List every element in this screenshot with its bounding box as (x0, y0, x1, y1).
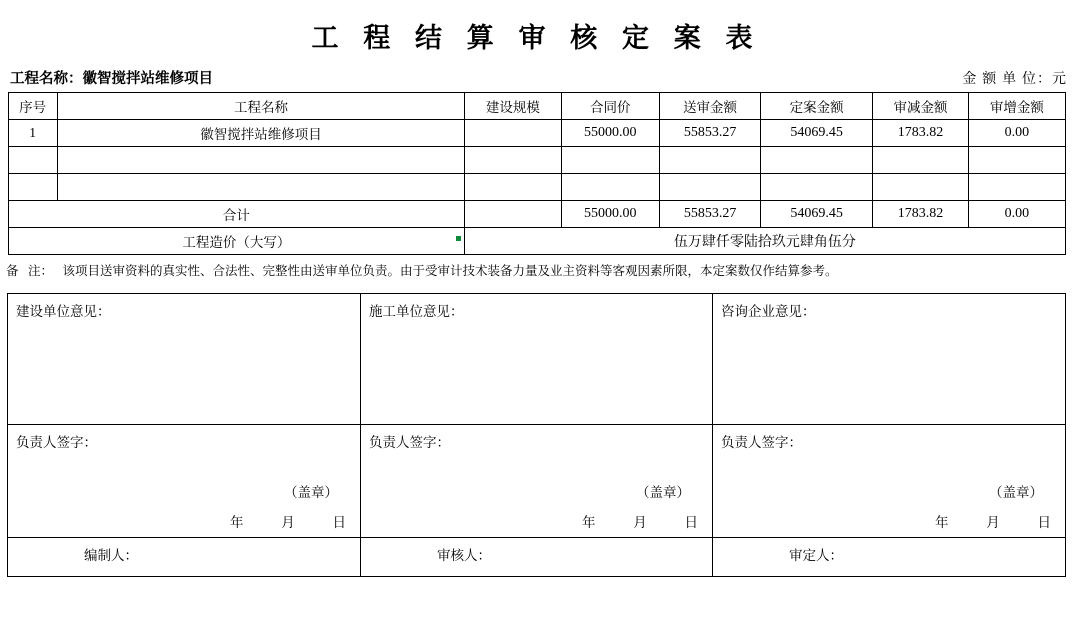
header-contract-price: 合同价 (561, 93, 659, 120)
date-line-consultant (901, 511, 1051, 531)
cell-settled-amount (761, 147, 873, 174)
signer-label-construction: 负责人签字： (16, 434, 97, 450)
cell-seq (8, 147, 57, 174)
cell-reduced-amount (872, 147, 968, 174)
note-text: 该项目送审资料的真实性、合法性、完整性由送审单位负责。由于受审计技术装备力量及业主资料等客观因素所限，本定案数仅作结算参考。 (62, 264, 838, 278)
cell-reduced-amount (872, 174, 968, 201)
cell-marker-icon (456, 236, 461, 241)
table-row (8, 174, 1065, 201)
capital-amount-label: 工程造价（大写） (8, 228, 465, 255)
opinion-label-construction: 建设单位意见： (16, 303, 111, 319)
date-line-construction (196, 511, 346, 531)
cell-submitted-amount (659, 174, 760, 201)
cell-scale (465, 147, 561, 174)
table-header-row (8, 93, 1065, 120)
seal-label-contractor: （盖章） (636, 484, 690, 500)
table-row (8, 120, 1065, 147)
date-day-consultant: 日 (1037, 514, 1051, 530)
note-block (0, 255, 1073, 289)
signer-label-contractor: 负责人签字： (369, 434, 450, 450)
date-month-contractor: 月 (633, 514, 647, 530)
cell-project-name (57, 147, 465, 174)
page-title: 工 程 结 算 审 核 定 案 表 (311, 23, 762, 53)
capital-amount-row (8, 228, 1065, 255)
footer-cell-approver[interactable] (713, 537, 1066, 576)
header-seq: 序号 (8, 93, 57, 120)
total-label: 合计 (8, 201, 465, 228)
date-month-consultant: 月 (986, 514, 1000, 530)
header-increased-amount: 审增金额 (969, 93, 1065, 120)
project-name-group (10, 67, 213, 88)
project-name-label: 工程名称： (10, 71, 83, 87)
footer-label-approver: 审定人： (789, 547, 843, 563)
footer-label-preparer: 编制人： (84, 547, 138, 563)
cell-scale (465, 174, 561, 201)
header-reduced-amount: 审减金额 (872, 93, 968, 120)
cell-contract-price (561, 174, 659, 201)
note-marker: 注： (28, 264, 54, 278)
total-settled-amount: 54069.45 (761, 201, 873, 228)
cell-settled-amount (761, 174, 873, 201)
cell-increased-amount: 0.00 (969, 120, 1065, 147)
cell-project-name (57, 174, 465, 201)
header-submitted-amount: 送审金额 (659, 93, 760, 120)
total-scale (465, 201, 561, 228)
signer-label-consultant: 负责人签字： (721, 434, 802, 450)
seal-label-consultant: （盖章） (989, 484, 1043, 500)
cell-contract-price: 55000.00 (561, 120, 659, 147)
cell-settled-amount: 54069.45 (761, 120, 873, 147)
subheader (0, 67, 1073, 92)
table-total-row (8, 201, 1065, 228)
signer-row (8, 424, 1066, 537)
signer-cell-contractor[interactable] (361, 424, 713, 537)
cell-submitted-amount: 55853.27 (659, 120, 760, 147)
cell-project-name: 徽智搅拌站维修项目 (57, 120, 465, 147)
amount-unit-note: 金 额 单 位：元 (962, 70, 1067, 86)
total-increased-amount: 0.00 (969, 201, 1065, 228)
signature-table (7, 293, 1066, 577)
seal-label-construction: （盖章） (284, 484, 338, 500)
total-submitted-amount: 55853.27 (659, 201, 760, 228)
cell-contract-price (561, 147, 659, 174)
footer-cell-preparer[interactable] (8, 537, 361, 576)
header-settled-amount: 定案金额 (761, 93, 873, 120)
signer-cell-consultant[interactable] (713, 424, 1066, 537)
cell-submitted-amount (659, 147, 760, 174)
settlement-table (8, 92, 1066, 255)
header-scale: 建设规模 (465, 93, 561, 120)
cell-increased-amount (969, 147, 1065, 174)
signer-cell-construction[interactable] (8, 424, 361, 537)
footer-cell-reviewer[interactable] (361, 537, 713, 576)
note-prefix: 备 (6, 264, 19, 278)
date-day-construction: 日 (332, 514, 346, 530)
opinion-row (8, 293, 1066, 424)
opinion-cell-construction[interactable] (8, 293, 361, 424)
date-year-contractor: 年 (581, 514, 596, 530)
footer-label-reviewer: 审核人： (437, 547, 491, 563)
opinion-label-consultant: 咨询企业意见： (721, 303, 816, 319)
cell-seq: 1 (8, 120, 57, 147)
header-project-name: 工程名称 (57, 93, 465, 120)
table-row (8, 147, 1065, 174)
project-name-value: 徽智搅拌站维修项目 (82, 71, 213, 87)
opinion-label-contractor: 施工单位意见： (369, 303, 464, 319)
cell-increased-amount (969, 174, 1065, 201)
cell-seq (8, 174, 57, 201)
opinion-cell-contractor[interactable] (361, 293, 713, 424)
date-year-construction: 年 (229, 514, 244, 530)
date-year-consultant: 年 (934, 514, 949, 530)
total-contract-price: 55000.00 (561, 201, 659, 228)
opinion-cell-consultant[interactable] (713, 293, 1066, 424)
date-day-contractor: 日 (684, 514, 698, 530)
capital-amount-value: 伍万肆仟零陆拾玖元肆角伍分 (465, 228, 1065, 255)
cell-reduced-amount: 1783.82 (872, 120, 968, 147)
total-reduced-amount: 1783.82 (872, 201, 968, 228)
footer-row (8, 537, 1066, 576)
date-line-contractor (548, 511, 698, 531)
date-month-construction: 月 (281, 514, 295, 530)
cell-scale (465, 120, 561, 147)
